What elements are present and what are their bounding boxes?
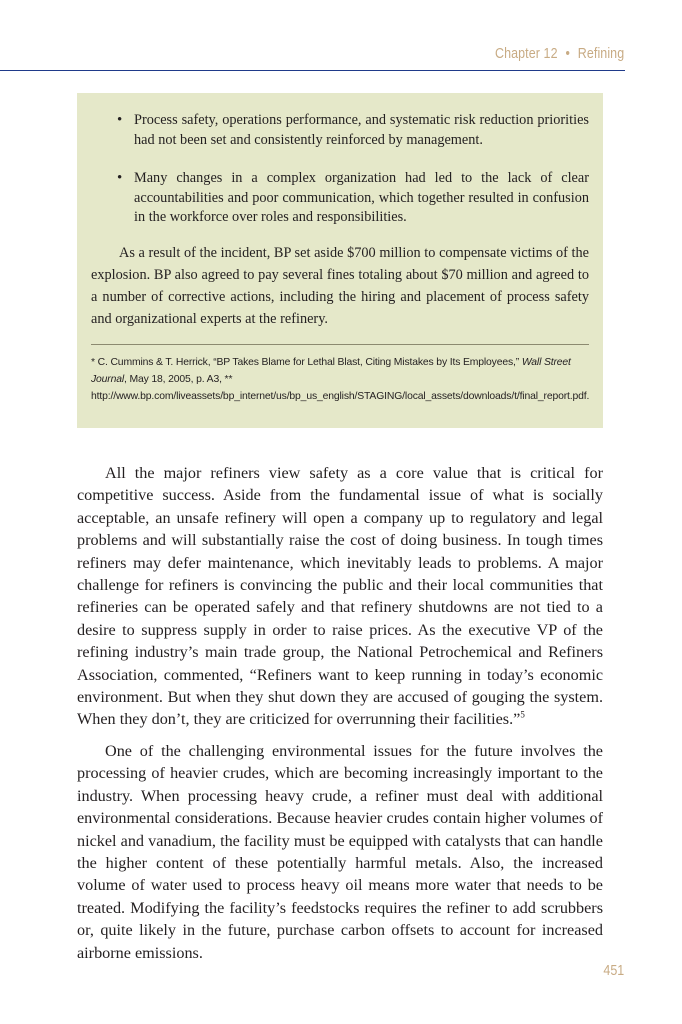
body-paragraph-2: One of the challenging environmental issues for the future involves the processing of heavier crudes, which are becoming increasingly important to the industry. When processing heavy crude, a refiner must deal with additional environmental considerations. Because heavier crudes contain higher volumes of nickel and vanadium, the facility must be equipped with catalysts that can handle the higher content of these potentially harmful metals. Also, the increased volume of water used to process heavy oil means more water that needs to be treated. Modifying the facility’s feedstocks requires the refiner to add scrubbers or, quite likely in the future, purchase carbon offsets to account for increased airborne emissions.	[77, 742, 603, 962]
sidebar-box	[77, 93, 603, 428]
running-head	[495, 46, 624, 62]
footnote-details: , May 18, 2005, p. A3, ** http://www.bp.com/liveassets/bp_internet/us/bp_us_english/STAGING/local_assets/downloads/t/final_report.pdf.	[91, 374, 590, 402]
body-paragraph-1	[77, 462, 603, 731]
endnote-marker: 5	[520, 710, 525, 721]
footnote-citation: * C. Cummins & T. Herrick, “BP Takes Blame for Lethal Blast, Citing Mistakes by Its Employees,”	[91, 357, 522, 368]
header-separator: •	[565, 46, 570, 62]
page-number: 451	[603, 963, 624, 979]
body-paragraph-1-text: All the major refiners view safety as a core value that is critical for competitive success. Aside from the fundamental issue of what is socially acceptable, an unsafe refinery will open a company up to regulatory and legal problems and will substantially raise the cost of doing business. In tough times refiners may defer maintenance, which inevitably leads to problems. A major challenge for refiners is convincing the public and their local communities that refineries can be operated safely and that refinery shutdowns are not tied to a desire to suppress supply in order to raise prices. As the executive VP of the refining industry’s main trade group, the National Petrochemical and Refiners Association, commented, “Refiners want to keep running in today’s economic environment. But when they shut down they are accused of gouging the system. When they don’t, they are criticized for overrunning their facilities.”	[77, 464, 603, 729]
header-rule	[0, 70, 625, 71]
footnote	[91, 354, 589, 405]
footnote-rule	[91, 344, 589, 345]
sidebar-bullet-list	[117, 111, 589, 247]
section-label: Refining	[577, 46, 624, 62]
sidebar-paragraph: As a result of the incident, BP set aside $700 million to compensate victims of the explosion. BP also agreed to pay several fines totaling about $70 million and agreed to a number of corrective actions, including the hiring and placement of process safety and organizational experts at the refinery.	[91, 245, 589, 327]
bullet-item: • Process safety, operations performance, and systematic risk reduction priorities had not been set and consistently reinforced by management.	[117, 111, 589, 150]
footnote-journal: Wall Street Journal	[91, 357, 571, 385]
bullet-item: • Many changes in a complex organization had led to the lack of clear accountabilities and poor communication, which together resulted in confusion in the workforce over roles and responsibilities.	[117, 169, 589, 228]
chapter-label: Chapter 12	[494, 46, 558, 62]
